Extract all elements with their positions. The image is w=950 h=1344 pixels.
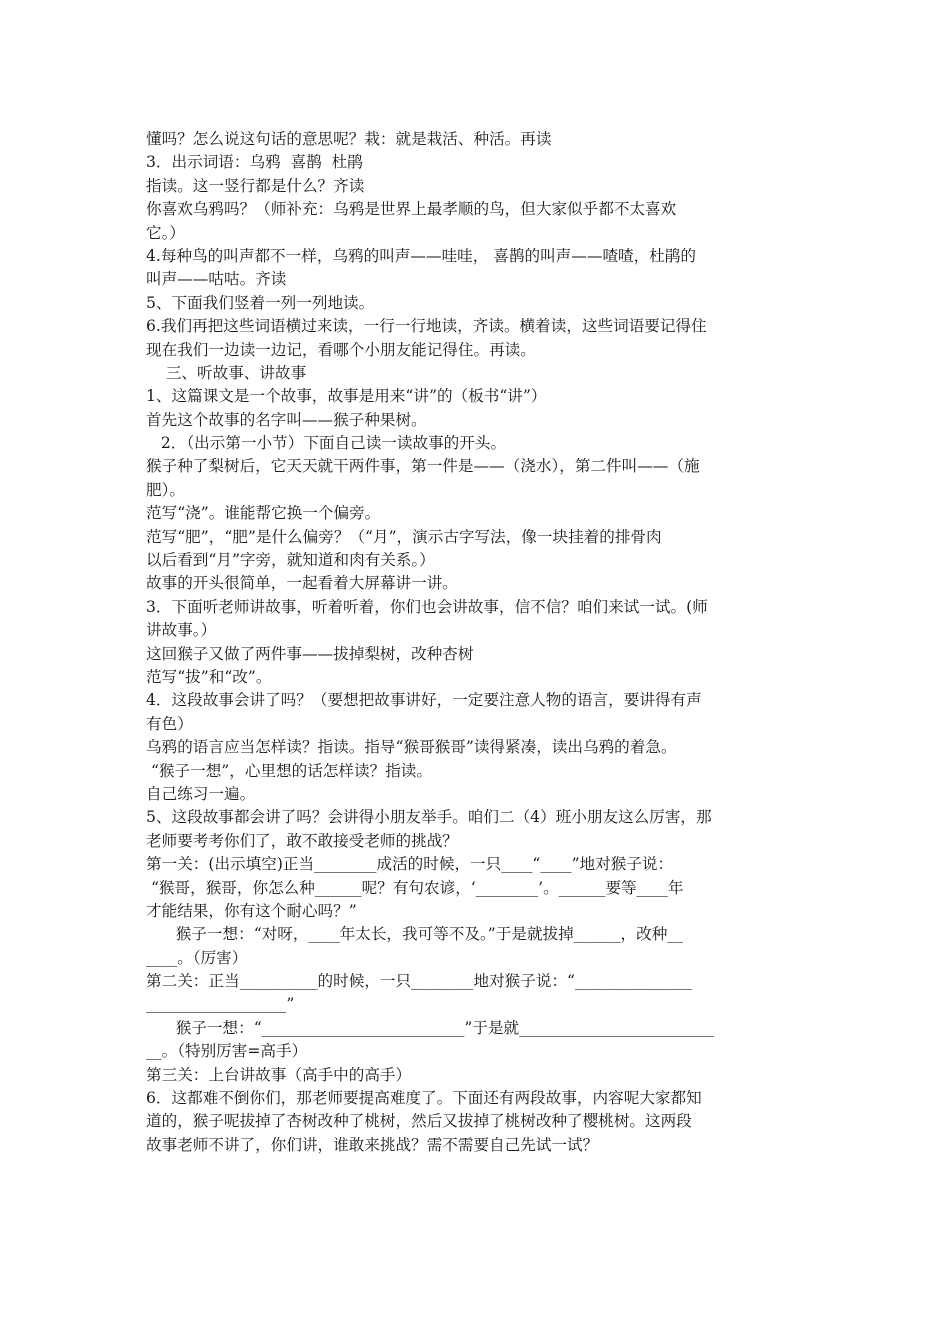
- text-line: 道的，猴子呢拔掉了杏树改种了桃树，然后又拔掉了桃树改种了樱桃树。这两段: [146, 1112, 692, 1131]
- text-line: 首先这个故事的名字叫——猴子种果树。: [146, 410, 427, 429]
- text-line: “猴子一想”，心里想的话怎样读？指读。: [146, 761, 432, 780]
- text-line: 叫声——咕咕。齐读: [146, 270, 287, 289]
- text-line: 4.每种鸟的叫声都不一样，乌鸦的叫声——哇哇， 喜鹊的叫声——喳喳，杜鹃的: [146, 246, 697, 265]
- text-line: 故事的开头很简单，一起看着大屏幕讲一讲。: [146, 574, 458, 593]
- text-line: 3．出示词语：乌鸦 喜鹊 杜鹃: [146, 153, 363, 172]
- text-line: 猴子一想：“对呀，____年太长，我可等不及。”于是就拔掉______，改种__: [146, 925, 683, 944]
- text-line: 第二关：正当__________的时候，一只________地对猴子说：“_______________: [146, 972, 692, 991]
- text-line: 肥）。: [146, 480, 185, 499]
- text-line: 1、这篇课文是一个故事，故事是用来“讲”的（板书“讲”）: [146, 387, 547, 406]
- text-line: 3．下面听老师讲故事，听着听着，你们也会讲故事，信不信？咱们来试一试。(师: [146, 597, 708, 616]
- text-line: ____。（厉害）: [146, 948, 248, 967]
- text-line: 猴子一想：“__________________________”于是就_________________________: [146, 1018, 715, 1037]
- document-body: [146, 128, 816, 1157]
- text-line: 现在我们一边读一边记，看哪个小朋友能记得住。再读。: [146, 340, 536, 359]
- text-line: 5、下面我们竖着一列一列地读。: [146, 293, 375, 312]
- text-line: 讲故事。）: [146, 621, 217, 640]
- text-line: 猴子种了梨树后，它天天就干两件事，第一件是——（浇水），第二件叫——（施: [146, 457, 700, 476]
- text-line: 第一关：(出示填空)正当________成活的时候，一只____“____”地对猴子说：: [146, 855, 674, 874]
- text-line: 它。）: [146, 223, 185, 242]
- text-line: 第三关：上台讲故事（高手中的高手）: [146, 1065, 412, 1084]
- text-line: 范写“拔”和“改”。: [146, 667, 272, 686]
- text-line: 才能结果，你有这个耐心吗？”: [146, 901, 357, 920]
- text-line: 5、这段故事都会讲了吗？会讲得小朋友举手。咱们二（4）班小朋友这么厉害，那: [146, 808, 712, 827]
- text-line: __________________”: [146, 995, 295, 1014]
- text-line: 2．（出示第一小节）下面自己读一读故事的开头。: [146, 434, 507, 453]
- text-line: 自己练习一遍。: [146, 784, 256, 803]
- text-line: 6．这都难不倒你们，那老师要提高难度了。下面还有两段故事，内容呢大家都知: [146, 1089, 702, 1108]
- text-line: 故事老师不讲了，你们讲，谁敢来挑战？需不需要自己先试一试？: [146, 1135, 599, 1154]
- text-line: 这回猴子又做了两件事——拔掉梨树，改种杏树: [146, 644, 474, 663]
- text-line: 以后看到“月”字旁，就知道和肉有关系。）: [146, 551, 435, 570]
- text-line: 你喜欢乌鸦吗？（师补充：乌鸦是世界上最孝顺的鸟，但大家似乎都不太喜欢: [146, 200, 677, 219]
- text-line: 指读。这一竖行都是什么？齐读: [146, 176, 365, 195]
- text-line: __。（特别厉害=高手）: [146, 1042, 308, 1061]
- text-line: 懂吗？怎么说这句话的意思呢？栽：就是栽活、种活。再读: [146, 130, 552, 148]
- text-line: 有色）: [146, 714, 193, 733]
- text-line: 范写“浇”。谁能帮它换一个偏旁。: [146, 504, 381, 523]
- text-line: 4．这段故事会讲了吗？（要想把故事讲好，一定要注意人物的语言，要讲得有声: [146, 691, 702, 710]
- text-line: 三、听故事、讲故事: [146, 363, 307, 382]
- text-line: 范写“肥”，“肥”是什么偏旁？（“月”，演示古字写法，像一块挂着的排骨肉: [146, 527, 662, 546]
- text-line: 老师要考考你们了，敢不敢接受老师的挑战？: [146, 831, 458, 850]
- text-line: 6.我们再把这些词语横过来读，一行一行地读，齐读。横着读，这些词语要记得住: [146, 317, 707, 336]
- text-line: 乌鸦的语言应当怎样读？指读。指导“猴哥猴哥”读得紧凑，读出乌鸦的着急。: [146, 738, 677, 757]
- text-line: “猴哥，猴哥，你怎么种______呢？有句农谚，‘________’。______要等____年: [146, 878, 684, 897]
